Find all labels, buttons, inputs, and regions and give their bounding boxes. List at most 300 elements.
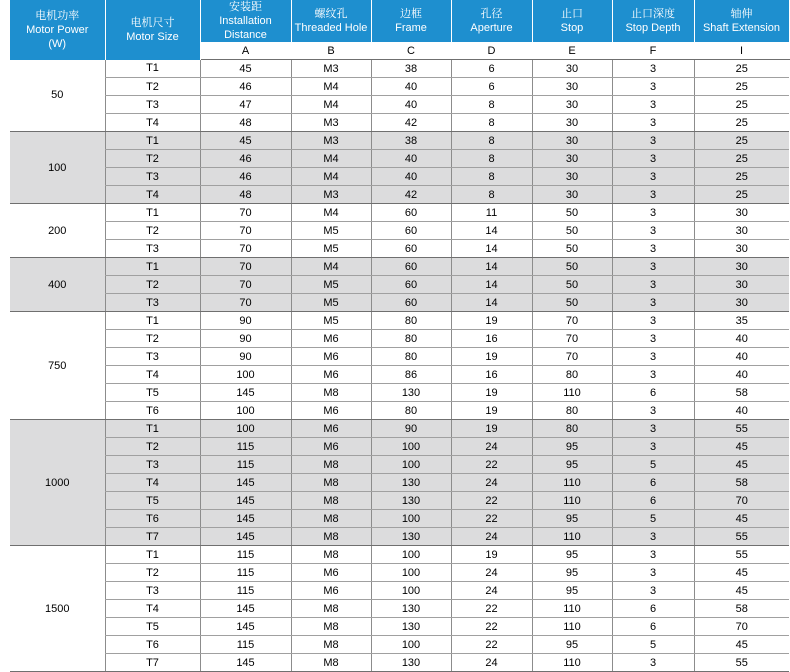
motor-size-cell: T1	[105, 132, 200, 150]
threaded-hole-cell: M3	[291, 60, 371, 78]
motor-size-cell: T2	[105, 150, 200, 168]
aperture-cell: 14	[451, 276, 532, 294]
motor-size-cell: T5	[105, 492, 200, 510]
stop-cell: 80	[532, 366, 612, 384]
stop-depth-cell: 3	[612, 240, 694, 258]
stop-depth-cell: 5	[612, 510, 694, 528]
aperture-cell: 24	[451, 474, 532, 492]
frame-cell: 90	[371, 420, 451, 438]
shaft-extension-cell: 70	[694, 618, 789, 636]
shaft-extension-cell: 25	[694, 132, 789, 150]
frame-cell: 38	[371, 132, 451, 150]
header-letter-f: F	[612, 43, 694, 60]
motor-size-cell: T1	[105, 60, 200, 78]
stop-cell: 95	[532, 438, 612, 456]
stop-depth-cell: 6	[612, 618, 694, 636]
table-header	[10, 0, 789, 60]
table-row	[10, 402, 789, 420]
motor-size-cell: T6	[105, 636, 200, 654]
table-row	[10, 600, 789, 618]
table-row	[10, 222, 789, 240]
installation-distance-cell: 145	[200, 600, 291, 618]
installation-distance-cell: 145	[200, 492, 291, 510]
installation-distance-cell: 145	[200, 618, 291, 636]
shaft-extension-cell: 58	[694, 474, 789, 492]
table-row	[10, 492, 789, 510]
threaded-hole-cell: M5	[291, 222, 371, 240]
stop-depth-cell: 3	[612, 564, 694, 582]
aperture-cell: 24	[451, 654, 532, 672]
header-threaded-hole: 螺纹孔 Threaded Hole	[291, 0, 371, 43]
motor-size-cell: T2	[105, 78, 200, 96]
installation-distance-cell: 115	[200, 456, 291, 474]
shaft-extension-cell: 25	[694, 60, 789, 78]
frame-cell: 100	[371, 456, 451, 474]
table-row	[10, 204, 789, 222]
stop-depth-cell: 3	[612, 582, 694, 600]
shaft-extension-cell: 58	[694, 600, 789, 618]
frame-cell: 100	[371, 546, 451, 564]
aperture-cell: 8	[451, 150, 532, 168]
frame-cell: 86	[371, 366, 451, 384]
shaft-extension-cell: 70	[694, 492, 789, 510]
motor-size-cell: T1	[105, 312, 200, 330]
shaft-extension-cell: 25	[694, 78, 789, 96]
motor-power-cell: 750	[10, 312, 105, 420]
installation-distance-cell: 70	[200, 294, 291, 312]
motor-size-cell: T5	[105, 384, 200, 402]
stop-depth-cell: 6	[612, 384, 694, 402]
shaft-extension-cell: 30	[694, 240, 789, 258]
table-row	[10, 96, 789, 114]
table-row	[10, 312, 789, 330]
motor-size-cell: T1	[105, 420, 200, 438]
stop-cell: 95	[532, 636, 612, 654]
motor-size-cell: T6	[105, 510, 200, 528]
aperture-cell: 6	[451, 78, 532, 96]
header-aperture: 孔径 Aperture	[451, 0, 532, 43]
threaded-hole-cell: M8	[291, 636, 371, 654]
aperture-cell: 19	[451, 384, 532, 402]
stop-depth-cell: 3	[612, 204, 694, 222]
motor-size-cell: T3	[105, 96, 200, 114]
motor-size-cell: T5	[105, 618, 200, 636]
motor-size-cell: T2	[105, 438, 200, 456]
stop-depth-cell: 3	[612, 276, 694, 294]
frame-cell: 42	[371, 186, 451, 204]
aperture-cell: 14	[451, 294, 532, 312]
header-letter-a: A	[200, 43, 291, 60]
shaft-extension-cell: 45	[694, 438, 789, 456]
motor-size-cell: T2	[105, 222, 200, 240]
table-row	[10, 582, 789, 600]
frame-cell: 40	[371, 78, 451, 96]
stop-depth-cell: 3	[612, 258, 694, 276]
table-row	[10, 420, 789, 438]
stop-cell: 30	[532, 186, 612, 204]
frame-cell: 130	[371, 600, 451, 618]
table-row	[10, 150, 789, 168]
stop-cell: 110	[532, 492, 612, 510]
stop-depth-cell: 6	[612, 492, 694, 510]
installation-distance-cell: 145	[200, 528, 291, 546]
installation-distance-cell: 100	[200, 420, 291, 438]
table-row	[10, 528, 789, 546]
table-row	[10, 258, 789, 276]
shaft-extension-cell: 55	[694, 420, 789, 438]
threaded-hole-cell: M8	[291, 492, 371, 510]
power-group	[10, 204, 789, 258]
table-row	[10, 456, 789, 474]
aperture-cell: 22	[451, 492, 532, 510]
stop-depth-cell: 3	[612, 420, 694, 438]
header-letter-c: C	[371, 43, 451, 60]
stop-cell: 80	[532, 402, 612, 420]
shaft-extension-cell: 30	[694, 294, 789, 312]
header-motor-power: 电机功率 Motor Power (W)	[10, 0, 105, 60]
aperture-cell: 14	[451, 258, 532, 276]
frame-cell: 100	[371, 582, 451, 600]
power-group	[10, 258, 789, 312]
motor-size-cell: T3	[105, 168, 200, 186]
frame-cell: 60	[371, 204, 451, 222]
aperture-cell: 22	[451, 510, 532, 528]
stop-cell: 110	[532, 474, 612, 492]
shaft-extension-cell: 45	[694, 456, 789, 474]
aperture-cell: 19	[451, 546, 532, 564]
frame-cell: 100	[371, 438, 451, 456]
stop-depth-cell: 3	[612, 312, 694, 330]
frame-cell: 40	[371, 168, 451, 186]
aperture-cell: 8	[451, 114, 532, 132]
shaft-extension-cell: 35	[694, 312, 789, 330]
aperture-cell: 19	[451, 348, 532, 366]
power-group	[10, 546, 789, 672]
stop-depth-cell: 3	[612, 348, 694, 366]
table-row	[10, 348, 789, 366]
threaded-hole-cell: M8	[291, 654, 371, 672]
table-row	[10, 276, 789, 294]
threaded-hole-cell: M4	[291, 150, 371, 168]
header-letter-e: E	[532, 43, 612, 60]
table-row	[10, 330, 789, 348]
stop-depth-cell: 3	[612, 96, 694, 114]
aperture-cell: 24	[451, 438, 532, 456]
power-group	[10, 60, 789, 132]
shaft-extension-cell: 45	[694, 510, 789, 528]
threaded-hole-cell: M8	[291, 528, 371, 546]
installation-distance-cell: 70	[200, 204, 291, 222]
shaft-extension-cell: 30	[694, 276, 789, 294]
table-row	[10, 168, 789, 186]
table-row	[10, 438, 789, 456]
frame-cell: 130	[371, 528, 451, 546]
stop-cell: 95	[532, 564, 612, 582]
aperture-cell: 16	[451, 330, 532, 348]
aperture-cell: 8	[451, 96, 532, 114]
threaded-hole-cell: M6	[291, 366, 371, 384]
shaft-extension-cell: 40	[694, 330, 789, 348]
table-row	[10, 618, 789, 636]
table-row	[10, 60, 789, 78]
threaded-hole-cell: M3	[291, 132, 371, 150]
frame-cell: 130	[371, 492, 451, 510]
shaft-extension-cell: 25	[694, 96, 789, 114]
aperture-cell: 8	[451, 132, 532, 150]
installation-distance-cell: 46	[200, 78, 291, 96]
shaft-extension-cell: 45	[694, 582, 789, 600]
table-row	[10, 366, 789, 384]
motor-size-cell: T1	[105, 258, 200, 276]
table-row	[10, 294, 789, 312]
threaded-hole-cell: M4	[291, 168, 371, 186]
frame-cell: 100	[371, 510, 451, 528]
installation-distance-cell: 115	[200, 564, 291, 582]
stop-depth-cell: 3	[612, 330, 694, 348]
stop-depth-cell: 3	[612, 114, 694, 132]
installation-distance-cell: 90	[200, 330, 291, 348]
stop-depth-cell: 3	[612, 132, 694, 150]
table-row	[10, 132, 789, 150]
installation-distance-cell: 100	[200, 402, 291, 420]
installation-distance-cell: 70	[200, 258, 291, 276]
stop-cell: 50	[532, 276, 612, 294]
installation-distance-cell: 145	[200, 510, 291, 528]
threaded-hole-cell: M6	[291, 438, 371, 456]
motor-size-cell: T3	[105, 240, 200, 258]
motor-size-cell: T4	[105, 474, 200, 492]
stop-cell: 95	[532, 582, 612, 600]
aperture-cell: 22	[451, 456, 532, 474]
header-letter-i: I	[694, 43, 789, 60]
threaded-hole-cell: M8	[291, 618, 371, 636]
stop-depth-cell: 3	[612, 294, 694, 312]
header-frame: 边框 Frame	[371, 0, 451, 43]
shaft-extension-cell: 55	[694, 654, 789, 672]
stop-cell: 110	[532, 600, 612, 618]
table-row	[10, 240, 789, 258]
stop-depth-cell: 3	[612, 222, 694, 240]
aperture-cell: 22	[451, 618, 532, 636]
shaft-extension-cell: 40	[694, 402, 789, 420]
threaded-hole-cell: M8	[291, 600, 371, 618]
frame-cell: 60	[371, 294, 451, 312]
header-motor-size: 电机尺寸 Motor Size	[105, 0, 200, 60]
shaft-extension-cell: 30	[694, 204, 789, 222]
stop-depth-cell: 5	[612, 456, 694, 474]
stop-cell: 30	[532, 132, 612, 150]
frame-cell: 42	[371, 114, 451, 132]
installation-distance-cell: 70	[200, 276, 291, 294]
stop-cell: 70	[532, 330, 612, 348]
installation-distance-cell: 145	[200, 384, 291, 402]
stop-cell: 70	[532, 312, 612, 330]
stop-depth-cell: 3	[612, 366, 694, 384]
motor-size-cell: T4	[105, 186, 200, 204]
motor-power-cell: 1000	[10, 420, 105, 546]
aperture-cell: 16	[451, 366, 532, 384]
stop-depth-cell: 6	[612, 474, 694, 492]
shaft-extension-cell: 45	[694, 636, 789, 654]
stop-depth-cell: 3	[612, 402, 694, 420]
stop-depth-cell: 3	[612, 78, 694, 96]
threaded-hole-cell: M6	[291, 330, 371, 348]
frame-cell: 100	[371, 564, 451, 582]
frame-cell: 60	[371, 258, 451, 276]
threaded-hole-cell: M4	[291, 258, 371, 276]
stop-cell: 95	[532, 456, 612, 474]
stop-cell: 110	[532, 384, 612, 402]
threaded-hole-cell: M5	[291, 276, 371, 294]
stop-cell: 30	[532, 78, 612, 96]
shaft-extension-cell: 25	[694, 168, 789, 186]
shaft-extension-cell: 55	[694, 528, 789, 546]
motor-size-cell: T3	[105, 348, 200, 366]
motor-size-cell: T4	[105, 366, 200, 384]
motor-size-cell: T3	[105, 582, 200, 600]
motor-size-cell: T2	[105, 564, 200, 582]
threaded-hole-cell: M3	[291, 186, 371, 204]
table-row	[10, 546, 789, 564]
stop-depth-cell: 5	[612, 636, 694, 654]
stop-cell: 50	[532, 222, 612, 240]
threaded-hole-cell: M4	[291, 96, 371, 114]
aperture-cell: 14	[451, 240, 532, 258]
motor-power-cell: 50	[10, 60, 105, 132]
shaft-extension-cell: 25	[694, 150, 789, 168]
stop-depth-cell: 3	[612, 546, 694, 564]
installation-distance-cell: 145	[200, 654, 291, 672]
stop-cell: 50	[532, 204, 612, 222]
frame-cell: 60	[371, 222, 451, 240]
aperture-cell: 22	[451, 636, 532, 654]
threaded-hole-cell: M6	[291, 420, 371, 438]
shaft-extension-cell: 58	[694, 384, 789, 402]
stop-depth-cell: 6	[612, 600, 694, 618]
stop-cell: 50	[532, 258, 612, 276]
aperture-cell: 8	[451, 168, 532, 186]
aperture-cell: 24	[451, 528, 532, 546]
stop-cell: 70	[532, 348, 612, 366]
table-row	[10, 78, 789, 96]
shaft-extension-cell: 25	[694, 114, 789, 132]
stop-cell: 30	[532, 168, 612, 186]
frame-cell: 80	[371, 348, 451, 366]
shaft-extension-cell: 25	[694, 186, 789, 204]
stop-depth-cell: 3	[612, 150, 694, 168]
threaded-hole-cell: M8	[291, 384, 371, 402]
installation-distance-cell: 45	[200, 132, 291, 150]
stop-cell: 95	[532, 510, 612, 528]
aperture-cell: 14	[451, 222, 532, 240]
installation-distance-cell: 70	[200, 222, 291, 240]
stop-cell: 30	[532, 96, 612, 114]
motor-power-cell: 100	[10, 132, 105, 204]
stop-depth-cell: 3	[612, 186, 694, 204]
table-row	[10, 510, 789, 528]
stop-cell: 110	[532, 528, 612, 546]
installation-distance-cell: 90	[200, 348, 291, 366]
power-group	[10, 420, 789, 546]
stop-depth-cell: 3	[612, 168, 694, 186]
threaded-hole-cell: M3	[291, 114, 371, 132]
threaded-hole-cell: M4	[291, 78, 371, 96]
motor-size-cell: T1	[105, 204, 200, 222]
shaft-extension-cell: 45	[694, 564, 789, 582]
stop-depth-cell: 3	[612, 438, 694, 456]
stop-cell: 50	[532, 294, 612, 312]
header-letter-b: B	[291, 43, 371, 60]
motor-size-cell: T3	[105, 456, 200, 474]
stop-depth-cell: 3	[612, 654, 694, 672]
stop-cell: 110	[532, 618, 612, 636]
threaded-hole-cell: M8	[291, 546, 371, 564]
aperture-cell: 19	[451, 402, 532, 420]
stop-cell: 110	[532, 654, 612, 672]
shaft-extension-cell: 40	[694, 348, 789, 366]
motor-power-cell: 400	[10, 258, 105, 312]
frame-cell: 40	[371, 96, 451, 114]
motor-size-cell: T1	[105, 546, 200, 564]
threaded-hole-cell: M5	[291, 294, 371, 312]
stop-cell: 50	[532, 240, 612, 258]
stop-cell: 95	[532, 546, 612, 564]
table-row	[10, 654, 789, 672]
threaded-hole-cell: M8	[291, 510, 371, 528]
motor-power-cell: 200	[10, 204, 105, 258]
threaded-hole-cell: M8	[291, 456, 371, 474]
frame-cell: 80	[371, 312, 451, 330]
motor-size-cell: T7	[105, 654, 200, 672]
installation-distance-cell: 46	[200, 150, 291, 168]
installation-distance-cell: 48	[200, 186, 291, 204]
stop-depth-cell: 3	[612, 60, 694, 78]
table-row	[10, 636, 789, 654]
threaded-hole-cell: M4	[291, 204, 371, 222]
threaded-hole-cell: M5	[291, 240, 371, 258]
threaded-hole-cell: M5	[291, 312, 371, 330]
header-installation-distance: 安装距 Installation Distance	[200, 0, 291, 43]
threaded-hole-cell: M6	[291, 564, 371, 582]
table-row	[10, 564, 789, 582]
motor-size-cell: T6	[105, 402, 200, 420]
motor-size-cell: T3	[105, 294, 200, 312]
motor-size-cell: T4	[105, 114, 200, 132]
installation-distance-cell: 115	[200, 636, 291, 654]
aperture-cell: 11	[451, 204, 532, 222]
header-shaft-extension: 轴伸 Shaft Extension	[694, 0, 789, 43]
frame-cell: 100	[371, 636, 451, 654]
installation-distance-cell: 47	[200, 96, 291, 114]
stop-cell: 30	[532, 150, 612, 168]
table-row	[10, 474, 789, 492]
aperture-cell: 8	[451, 186, 532, 204]
frame-cell: 40	[371, 150, 451, 168]
motor-size-cell: T7	[105, 528, 200, 546]
installation-distance-cell: 115	[200, 546, 291, 564]
installation-distance-cell: 100	[200, 366, 291, 384]
installation-distance-cell: 46	[200, 168, 291, 186]
aperture-cell: 6	[451, 60, 532, 78]
frame-cell: 80	[371, 330, 451, 348]
frame-cell: 60	[371, 240, 451, 258]
motor-size-cell: T2	[105, 276, 200, 294]
aperture-cell: 19	[451, 312, 532, 330]
installation-distance-cell: 70	[200, 240, 291, 258]
aperture-cell: 24	[451, 582, 532, 600]
frame-cell: 60	[371, 276, 451, 294]
table-row	[10, 114, 789, 132]
